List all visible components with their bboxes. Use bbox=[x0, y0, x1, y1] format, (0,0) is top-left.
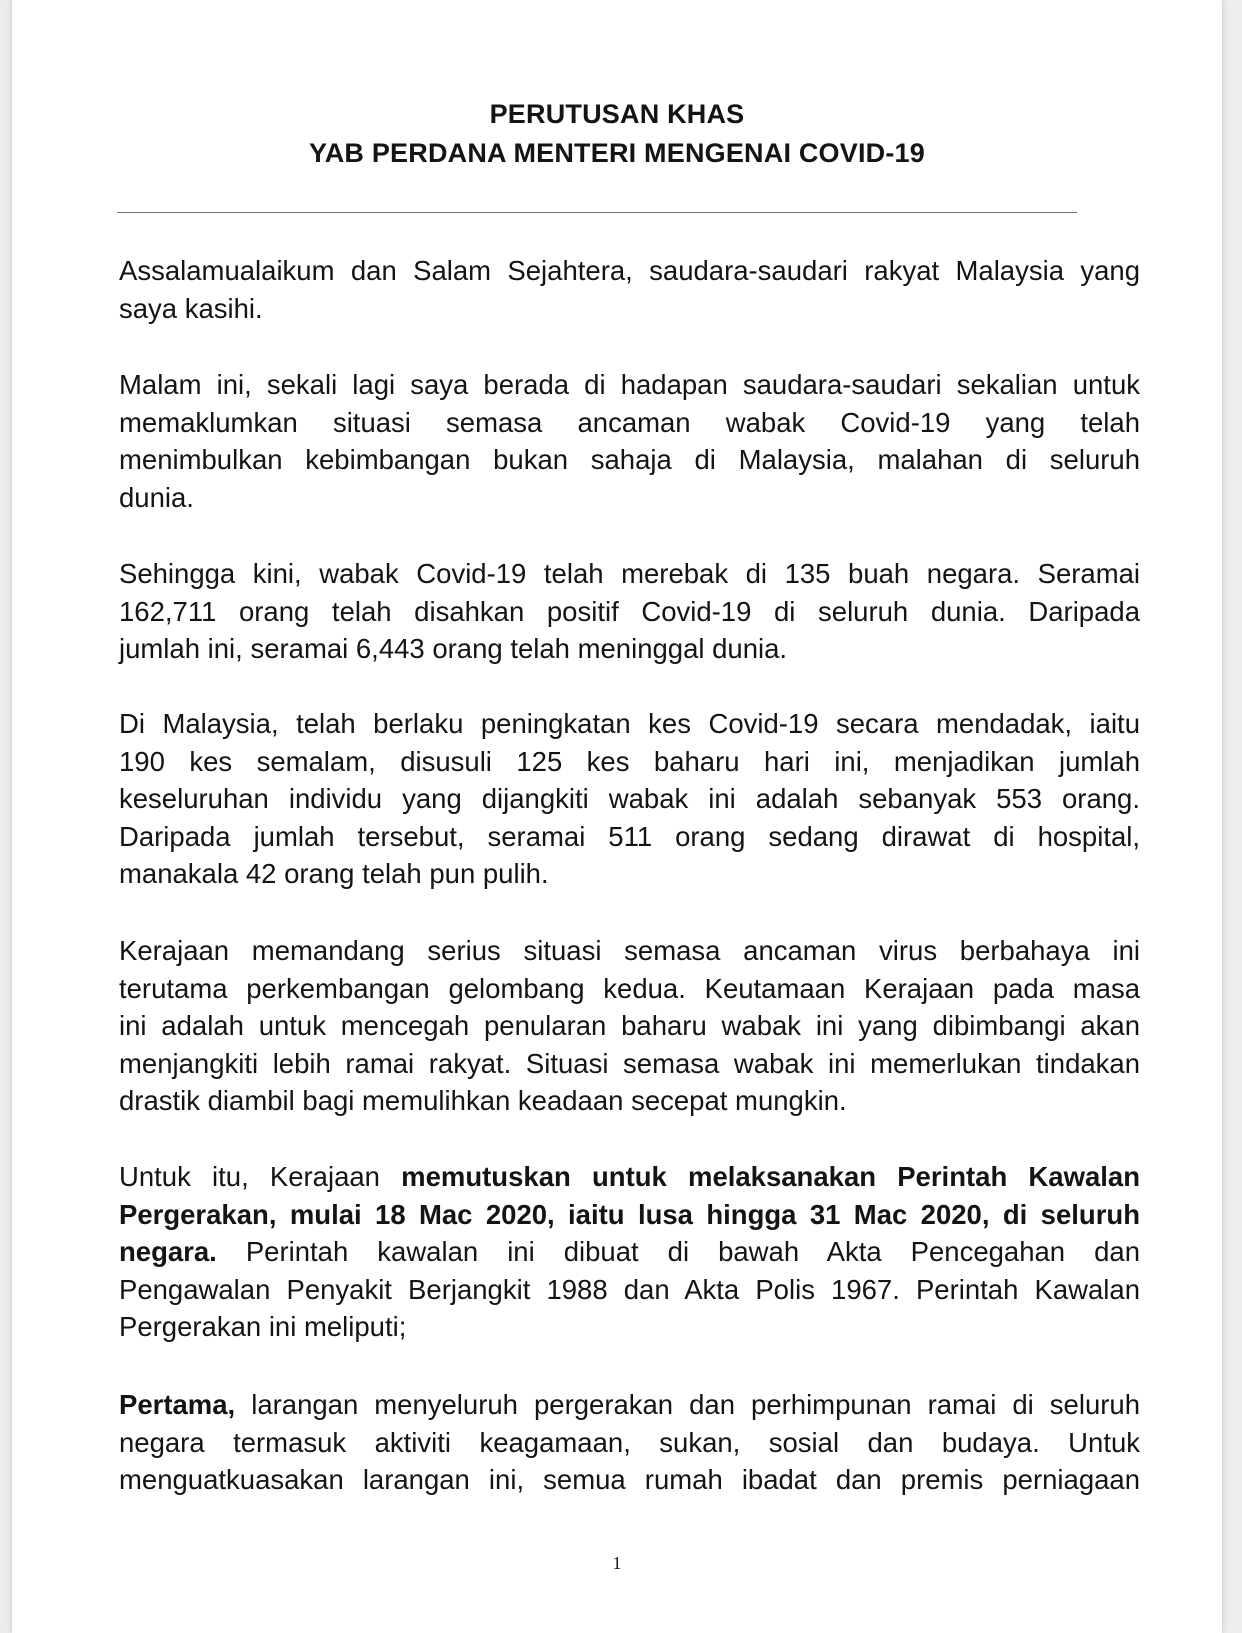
paragraph-government-stance bbox=[119, 932, 1140, 1120]
paragraph-line: menguatkuasakan larangan ini, semua rumah ibadat dan premis perniagaan bbox=[119, 1464, 1140, 1495]
paragraph-greeting bbox=[119, 252, 1140, 327]
paragraph-intro bbox=[119, 366, 1140, 516]
paragraph-line bbox=[119, 1386, 1140, 1424]
paragraph-line: Assalamualaikum dan Salam Sejahtera, saudara-saudari rakyat Malaysia yang bbox=[119, 255, 1140, 286]
paragraph-line bbox=[119, 1158, 1140, 1196]
paragraph-text: larangan menyeluruh pergerakan dan perhimpunan ramai di seluruh bbox=[235, 1389, 1140, 1420]
paragraph-movement-control-order bbox=[119, 1158, 1140, 1346]
paragraph-first-measure bbox=[119, 1386, 1140, 1499]
paragraph-line: Daripada jumlah tersebut, seramai 511 orang sedang dirawat di hospital, bbox=[119, 820, 1140, 852]
paragraph-line: negara termasuk aktiviti keagamaan, sukan, sosial dan budaya. Untuk bbox=[119, 1426, 1140, 1458]
paragraph-line: ini adalah untuk mencegah penularan baharu wabak ini yang dibimbangi akan bbox=[119, 1010, 1140, 1041]
paragraph-line: drastik diambil bagi memulihkan keadaan secepat mungkin. bbox=[119, 1085, 847, 1116]
paragraph-line: manakala 42 orang telah pun pulih. bbox=[119, 858, 549, 889]
paragraph-line: terutama perkembangan gelombang kedua. Keutamaan Kerajaan pada masa bbox=[119, 972, 1140, 1004]
paragraph-malaysia-stats bbox=[119, 705, 1140, 893]
paragraph-text: Untuk itu, Kerajaan bbox=[119, 1161, 402, 1192]
paragraph-bold-text: memutuskan untuk melaksanakan Perintah Kawalan bbox=[401, 1161, 1140, 1192]
paragraph-bold-text: negara. bbox=[119, 1236, 217, 1267]
paragraph-line: Pergerakan ini meliputi; bbox=[119, 1311, 407, 1342]
paragraph-line: Malam ini, sekali lagi saya berada di hadapan saudara-saudari sekalian untuk bbox=[119, 369, 1140, 400]
page-number: 1 bbox=[612, 1553, 622, 1573]
paragraph-global-stats bbox=[119, 555, 1140, 668]
paragraph-line bbox=[119, 1233, 1140, 1271]
paragraph-line: saya kasihi. bbox=[119, 292, 263, 324]
paragraph-line: jumlah ini, seramai 6,443 orang telah meninggal dunia. bbox=[119, 633, 788, 664]
paragraph-line: Pergerakan, mulai 18 Mac 2020, iaitu lusa hingga 31 Mac 2020, di seluruh bbox=[119, 1198, 1140, 1230]
paragraph-line: Kerajaan memandang serius situasi semasa ancaman virus berbahaya ini bbox=[119, 935, 1140, 966]
paragraph-line: menjangkiti lebih ramai rakyat. Situasi semasa wabak ini memerlukan tindakan bbox=[119, 1047, 1140, 1079]
paragraph-line: menimbulkan kebimbangan bukan sahaja di Malaysia, malahan di seluruh bbox=[119, 444, 1140, 475]
document-page bbox=[12, 0, 1222, 1633]
paragraph-text: Perintah kawalan ini dibuat di bawah Akta Pencegahan dan bbox=[216, 1236, 1140, 1267]
title-divider bbox=[117, 212, 1077, 213]
paragraph-line: keseluruhan individu yang dijangkiti wabak ini adalah sebanyak 553 orang. bbox=[119, 783, 1140, 814]
paragraph-line: Pengawalan Penyakit Berjangkit 1988 dan Akta Polis 1967. Perintah Kawalan bbox=[119, 1273, 1140, 1305]
paragraph-line: dunia. bbox=[119, 481, 194, 513]
paragraph-line: 190 kes semalam, disusuli 125 kes baharu hari ini, menjadikan jumlah bbox=[119, 745, 1140, 777]
document-subtitle: YAB PERDANA MENTERI MENGENAI COVID-19 bbox=[309, 138, 925, 168]
paragraph-bold-text: Pertama, bbox=[119, 1389, 236, 1420]
paragraph-line: memaklumkan situasi semasa ancaman wabak Covid-19 yang telah bbox=[119, 406, 1140, 438]
paragraph-line: 162,711 orang telah disahkan positif Covid-19 di seluruh dunia. Daripada bbox=[119, 595, 1140, 627]
paragraph-line: Sehingga kini, wabak Covid-19 telah merebak di 135 buah negara. Seramai bbox=[119, 558, 1140, 589]
document-title: PERUTUSAN KHAS bbox=[489, 99, 745, 129]
paragraph-line: Di Malaysia, telah berlaku peningkatan kes Covid-19 secara mendadak, iaitu bbox=[119, 708, 1140, 739]
